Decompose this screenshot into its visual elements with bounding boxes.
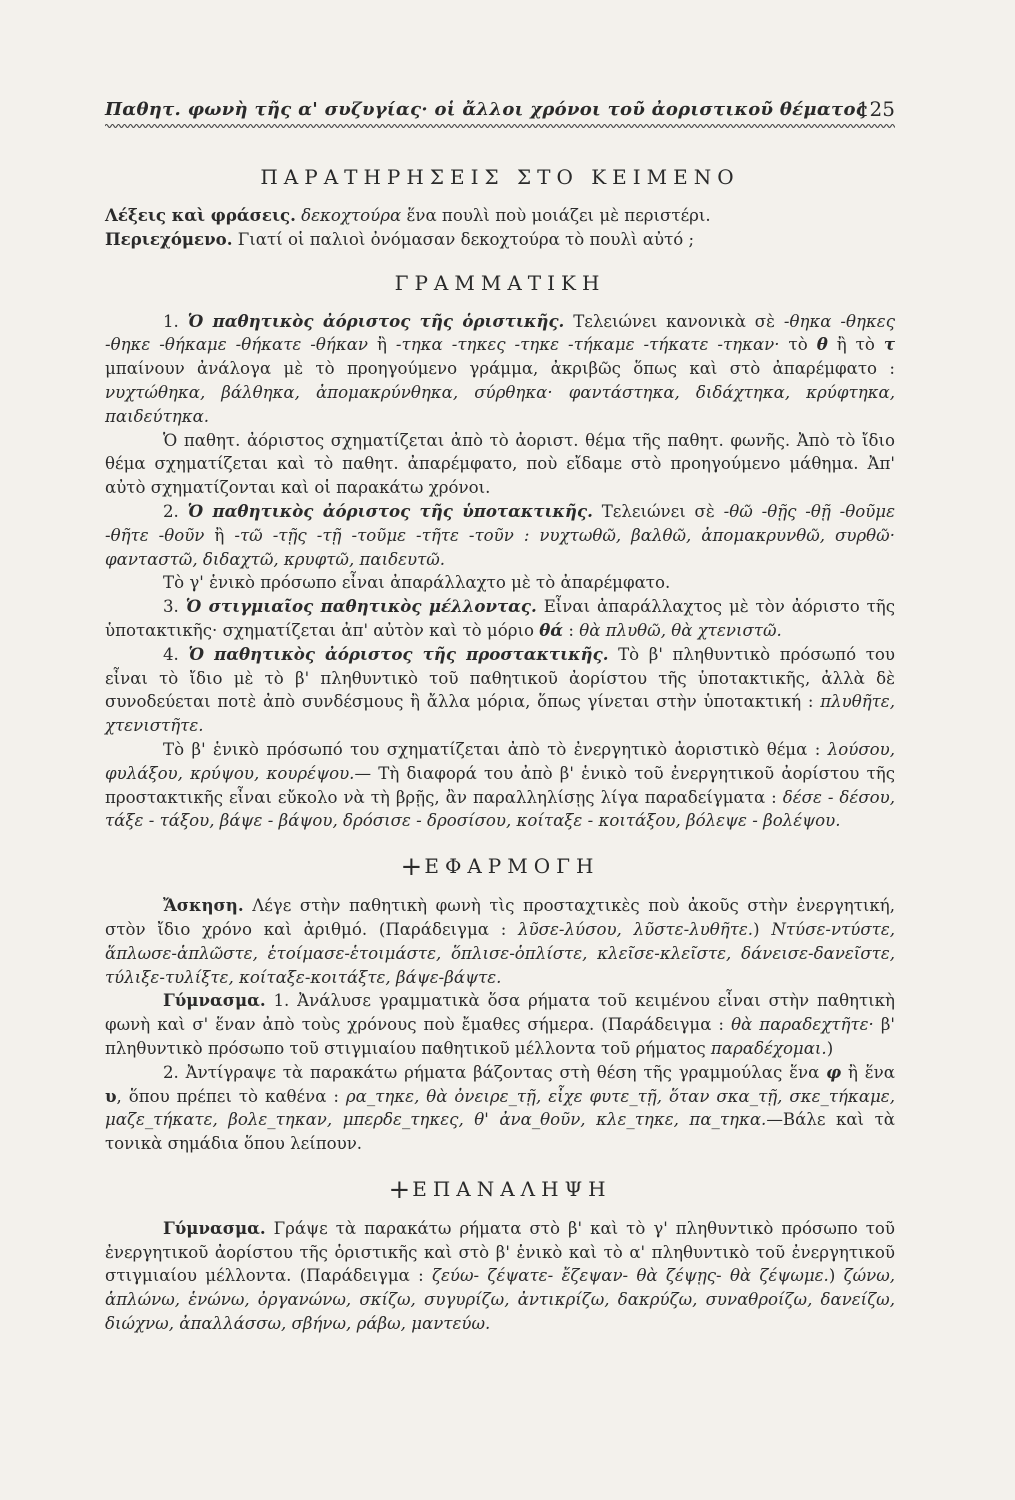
drill-1-text: 1. Ἀνάλυσε γραμματικὰ ὅσα ρήματα τοῦ κειμένου εἶναι στὴν παθητικὴ φωνὴ καὶ σ' ἕναν ἀπὸ τοὺς χρόνους ποὺ ἔμαθες σήμερα. (Παράδειγμα : bbox=[105, 991, 895, 1035]
exercise-items: Ντύσε-ντύστε, ἅπλωσε-ἁπλῶστε, ἑτοίμασε-ἑτοιμάστε, ὅπλισε-ὁπλίστε, κλεῖσε-κλεῖστε, δάνεισε-δανεῖστε, τύλιξε-τυλίξτε, κοίταξε-κοιτάξτε, βάψε-βάψτε. bbox=[105, 919, 896, 987]
document-page bbox=[105, 92, 895, 1336]
exercise-example: λῦσε-λύσου, λῦστε-λυθῆτε. bbox=[518, 919, 754, 939]
review-drill-paragraph bbox=[105, 1217, 895, 1336]
drill-1-verb: παραδέχομαι. bbox=[710, 1038, 827, 1058]
rule-4-text: Τὸ β' πληθυντικὸ πρόσωπό του εἶναι τὸ ἴδιο μὲ τὸ β' πληθυντικὸ τοῦ παθητικοῦ ἀορίστου τῆς ὑποτακτικῆς, ἀλλὰ δὲ συνοδεύεται ποτὲ ἀπὸ συνδέσμους ἢ ἄλλα μόρια, ὅπως γίνεται στὴν ὑποτακτική : bbox=[105, 644, 895, 712]
words-definition: ἕνα πουλὶ ποὺ μοιάζει μὲ περιστέρι. bbox=[401, 206, 711, 225]
content-question: Γιατί οἱ παλιοὶ ὀνόμασαν δεκοχτούρα τὸ πουλὶ αὐτό ; bbox=[232, 229, 695, 249]
review-drill-text: Γράψε τὰ παρακάτω ρήματα στὸ β' καὶ τὸ γ' πληθυντικὸ πρόσωπο τοῦ ἐνεργητικοῦ ἀορίστου τῆς ὁριστικῆς καὶ στὸ β' ἑνικὸ καὶ τὸ α' πληθυντικὸ τοῦ ἐνεργητικοῦ στιγμιαίου μέλλοντα. (Παράδειγμα : bbox=[105, 1218, 895, 1286]
grammar-rule-2-note: Τὸ γ' ἑνικὸ πρόσωπο εἶναι ἀπαράλλαχτο μὲ τὸ ἀπαρέμφατο. bbox=[163, 573, 671, 593]
drill-1-text: ) bbox=[826, 1038, 834, 1058]
rule-1-text: μπαίνουν ἀνάλογα μὲ τὸ προηγούμενο γράμμα, ἀκριβῶς ὅπως καὶ στὸ ἀπαρέμφατο : bbox=[105, 359, 895, 379]
rule-4-comparison-examples: δέσε - δέσου, τάξε - τάξου, βάψε - βάψου, δρόσισε - δροσίσου, κοίταξε - κοιτάξου, βόλεψε - βολέψου. bbox=[105, 787, 895, 831]
rule-3-particle: θά bbox=[539, 619, 564, 640]
wavy-rule bbox=[105, 122, 895, 130]
rule-1-endings-theta: -θηκα -θηκες -θηκε -θήκαμε -θήκατε -θήκαν bbox=[105, 311, 896, 355]
grammar-rule-2 bbox=[105, 500, 895, 571]
rule-1-number: 1. bbox=[163, 311, 188, 331]
running-header-title: Παθητ. φωνὴ τῆς α' συζυγίας· οἱ ἄλλοι χρόνοι τοῦ ἀοριστικοῦ θέματος bbox=[105, 99, 868, 120]
drill-2-text: —Βάλε καὶ τὰ τονικὰ σημάδια ὅπου λείπουν. bbox=[105, 1110, 895, 1154]
application-section-title bbox=[105, 852, 895, 883]
rule-1-text: Τελειώνει κανονικὰ σὲ bbox=[564, 311, 784, 331]
rule-1-text: τὸ bbox=[779, 335, 817, 355]
exercise-text: ) bbox=[753, 919, 772, 939]
rule-1-examples: νυχτώθηκα, βάλθηκα, ἀπομακρύνθηκα, σύρθηκα· φαντάστηκα, διδάχτηκα, κρύφτηκα, παιδεύτηκα. bbox=[105, 382, 895, 426]
grammar-rule-4-singular bbox=[105, 738, 895, 833]
rule-3-number: 3. bbox=[163, 597, 186, 617]
exercise-paragraph bbox=[105, 894, 895, 989]
rule-4-singular-text: — Τὴ διαφορά του ἀπὸ β' ἑνικὸ τοῦ ἐνεργητικοῦ ἀορίστου τῆς προστακτικῆς εἶναι εὔκολο νὰ τὴ βρῇς, ἂν παραλληλίσῃς λίγα παραδείγματα : bbox=[105, 763, 895, 807]
words-term: δεκοχτούρα bbox=[301, 206, 402, 225]
words-phrases-label: Λέξεις καὶ φράσεις. bbox=[105, 205, 296, 225]
rule-3-text: : bbox=[563, 620, 580, 640]
grammar-rule-1-formation: Ὁ παθητ. ἀόριστος σχηματίζεται ἀπὸ τὸ ἀοριστ. θέμα τῆς παθητ. φωνῆς. Ἀπὸ τὸ ἴδιο θέμα σχηματίζεται καὶ τὸ παθητ. ἀπαρέμφατο, ποὺ εἴδαμε στὸ προηγούμενο μάθημα. Ἀπ' αὐτὸ σχηματίζονται καὶ οἱ παρακάτω χρόνοι. bbox=[105, 430, 895, 498]
rule-4-examples: πλυθῆτε, χτενιστῆτε. bbox=[105, 692, 895, 736]
review-title-text: ΕΠΑΝΑΛΗΨΗ bbox=[412, 1176, 612, 1201]
running-header bbox=[105, 92, 895, 122]
drill-1-example: θὰ παραδεχτῆτε· bbox=[731, 1015, 874, 1035]
words-phrases-paragraph bbox=[105, 204, 895, 228]
review-drill-verbs: ζώνω, ἁπλώνω, ἑνώνω, ὀργανώνω, σκίζω, συγυρίζω, ἀντικρίζω, δακρύζω, συναθροίζω, δανείζω, διώχνω, ἀπαλλάσσω, σβήνω, ράβω, μαντεύω. bbox=[105, 1266, 895, 1334]
rule-2-endings-theta: -θῶ -θῇς -θῇ -θοῦμε -θῆτε -θοῦν bbox=[105, 501, 895, 545]
rule-4-heading: Ὁ παθητικὸς ἀόριστος τῆς προστακτικῆς. bbox=[188, 643, 609, 664]
grammar-rule-1 bbox=[105, 310, 895, 429]
grammar-rule-3 bbox=[105, 595, 895, 643]
drill-1-text: β' πληθυντικὸ πρόσωπο τοῦ στιγμιαίου παθητικοῦ μέλλοντα τοῦ ρήματος bbox=[105, 1015, 895, 1058]
rule-2-text: ἢ bbox=[204, 525, 235, 545]
rule-3-heading: Ὁ στιγμιαῖος παθητικὸς μέλλοντας. bbox=[185, 596, 537, 617]
rule-4-singular-examples: λούσου, φυλάξου, κρύψου, κουρέψου. bbox=[105, 739, 895, 783]
review-drill-label: Γύμνασμα. bbox=[163, 1217, 266, 1238]
rule-1-letter-theta: θ bbox=[816, 334, 828, 355]
rule-3-examples: θὰ πλυθῶ, θὰ χτενιστῶ. bbox=[579, 620, 782, 640]
grammar-rule-4 bbox=[105, 643, 895, 738]
rule-4-number: 4. bbox=[163, 644, 189, 664]
rule-1-heading: Ὁ παθητικὸς ἀόριστος τῆς ὁριστικῆς. bbox=[187, 310, 565, 331]
notes-section-title: ΠΑΡΑΤΗΡΗΣΕΙΣ ΣΤΟ ΚΕΙΜΕΝΟ bbox=[260, 165, 740, 189]
handwritten-cross-mark: + bbox=[388, 1174, 411, 1205]
rule-3-text: Εἶναι ἀπαράλλαχτος μὲ τὸν ἀόριστο τῆς ὑποτακτικῆς· σχηματίζεται ἀπ' αὐτὸν καὶ τὸ μόριο bbox=[105, 597, 896, 640]
exercise-text: Λέγε στὴν παθητικὴ φωνὴ τὶς προσταχτικὲς ποὺ ἀκοῦς στὴν ἐνεργητική, στὸν ἴδιο χρόνο καὶ ἀριθμό. (Παράδειγμα : bbox=[105, 896, 895, 939]
drill-2-text: 2. Ἀντίγραψε τὰ παρακάτω ρήματα βάζοντας στὴ θέση τῆς γραμμούλας ἕνα bbox=[163, 1062, 827, 1082]
rule-4-singular-text: Τὸ β' ἑνικὸ πρόσωπό του σχηματίζεται ἀπὸ τὸ ἐνεργητικὸ ἀοριστικὸ θέμα : bbox=[163, 739, 828, 759]
rule-2-examples: -τῶ -τῇς -τῇ -τοῦμε -τῆτε -τοῦν : νυχτωθῶ, βαλθῶ, ἀπομακρυνθῶ, συρθῶ· φανταστῶ, διδαχτῶ, κρυφτῶ, παιδευτῶ. bbox=[105, 525, 895, 569]
drill-2-text: , ὅπου πρέπει τὸ καθένα : bbox=[116, 1086, 346, 1106]
drill-2-verbs: ρα_τηκε, θὰ ὀνειρε_τῇ, εἶχε φυτε_τῇ, ὅταν σκα_τῇ, σκε_τήκαμε, μαζε_τήκατε, βολε_τηκαν, μπερδε_τηκες, θ' ἀνα_θοῦν, κλε_τηκε, πα_τηκα. bbox=[105, 1086, 895, 1130]
rule-2-number: 2. bbox=[163, 501, 188, 521]
review-section-title bbox=[105, 1176, 895, 1203]
rule-2-text: Τελειώνει σὲ bbox=[592, 501, 724, 521]
rule-1-text: ἢ τὸ bbox=[827, 335, 884, 355]
drill-2-letter-upsilon: υ bbox=[105, 1085, 117, 1106]
handwritten-cross-mark: + bbox=[400, 852, 423, 883]
content-paragraph bbox=[105, 228, 895, 252]
rule-1-letter-tau: τ bbox=[883, 334, 895, 355]
page-number: 125 bbox=[856, 97, 895, 121]
rule-1-text: ἢ bbox=[368, 335, 396, 355]
exercise-label: Ἄσκηση. bbox=[163, 895, 244, 916]
review-drill-example: ζεύω- ζέψατε- ἔζεψαν- θὰ ζέψῃς- θὰ ζέψωμε. bbox=[431, 1266, 829, 1286]
drill-label: Γύμνασμα. bbox=[163, 990, 266, 1011]
drill-2-paragraph bbox=[105, 1061, 895, 1156]
rule-2-heading: Ὁ παθητικὸς ἀόριστος τῆς ὑποτακτικῆς. bbox=[187, 500, 593, 521]
content-label: Περιεχόμενο. bbox=[105, 228, 233, 249]
application-title-text: ΕΦΑΡΜΟΓΗ bbox=[424, 854, 600, 879]
drill-2-text: ἢ ἕνα bbox=[841, 1062, 895, 1082]
review-drill-text: ) bbox=[828, 1266, 844, 1286]
rule-1-endings-tau: -τηκα -τηκες -τηκε -τήκαμε -τήκατε -τηκαν· bbox=[395, 335, 780, 355]
drill-1-paragraph bbox=[105, 989, 895, 1060]
drill-2-letter-phi: φ bbox=[826, 1061, 842, 1082]
grammar-section-title: ΓΡΑΜΜΑΤΙΚΗ bbox=[394, 270, 606, 295]
